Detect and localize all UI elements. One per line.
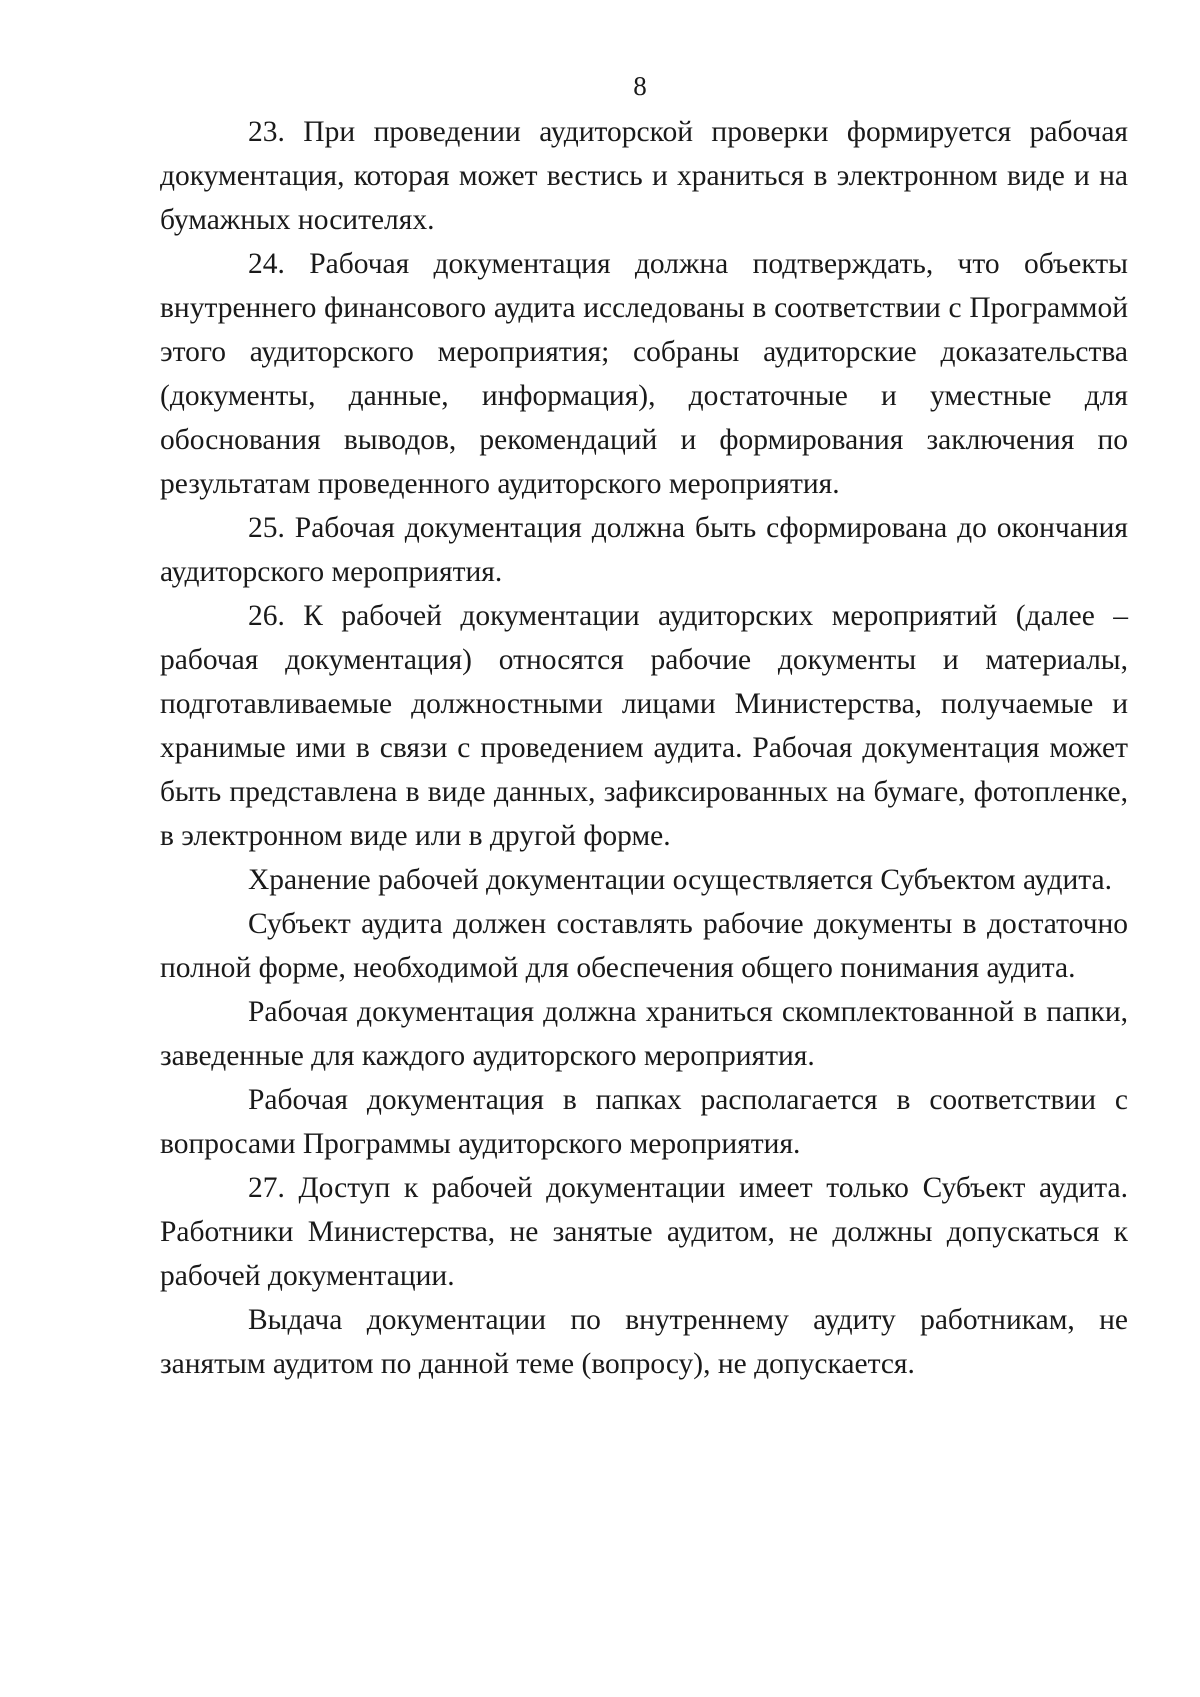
page-number: 8: [633, 71, 647, 101]
paragraph-23: 23. При проведении аудиторской проверки формируется рабочая документация, которая может вестись и храниться в электронном виде и на бумажных носителях.: [160, 116, 1128, 236]
paragraph-26-subject: Субъект аудита должен составлять рабочие документы в достаточно полной форме, необходимой для обеспечения общего понимания аудита.: [160, 908, 1128, 984]
paragraph-27: 27. Доступ к рабочей документации имеет только Субъект аудита. Работники Министерства, не занятые аудитом, не должны допускаться к рабочей документации.: [160, 1172, 1128, 1292]
paragraph-26-arrangement: Рабочая документация в папках располагается в соответствии с вопросами Программы аудиторского мероприятия.: [160, 1084, 1128, 1160]
document-body: [160, 110, 1128, 1386]
paragraph-27-issuance: Выдача документации по внутреннему аудиту работникам, не занятым аудитом по данной теме (вопросу), не допускается.: [160, 1304, 1128, 1380]
paragraph-24: 24. Рабочая документация должна подтверждать, что объекты внутреннего финансового аудита исследованы в соответствии с Программой этого аудиторского мероприятия; собраны аудиторские доказательства (документы, данные, информация), достаточные и уместные для обоснования выводов, рекомендаций и формирования заключения по результатам проведенного аудиторского мероприятия.: [160, 248, 1128, 500]
paragraph-26-storage: Хранение рабочей документации осуществляется Субъектом аудита.: [248, 864, 1112, 896]
paragraph-25: 25. Рабочая документация должна быть сформирована до окончания аудиторского мероприятия.: [160, 512, 1128, 588]
paragraph-26: 26. К рабочей документации аудиторских мероприятий (далее – рабочая документация) относятся рабочие документы и материалы, подготавливаемые должностными лицами Министерства, получаемые и хранимые ими в связи с проведением аудита. Рабочая документация может быть представлена в виде данных, зафиксированных на бумаге, фотопленке, в электронном виде или в другой форме.: [160, 600, 1128, 852]
paragraph-26-folders: Рабочая документация должна храниться скомплектованной в папки, заведенные для каждого аудиторского мероприятия.: [160, 996, 1128, 1072]
